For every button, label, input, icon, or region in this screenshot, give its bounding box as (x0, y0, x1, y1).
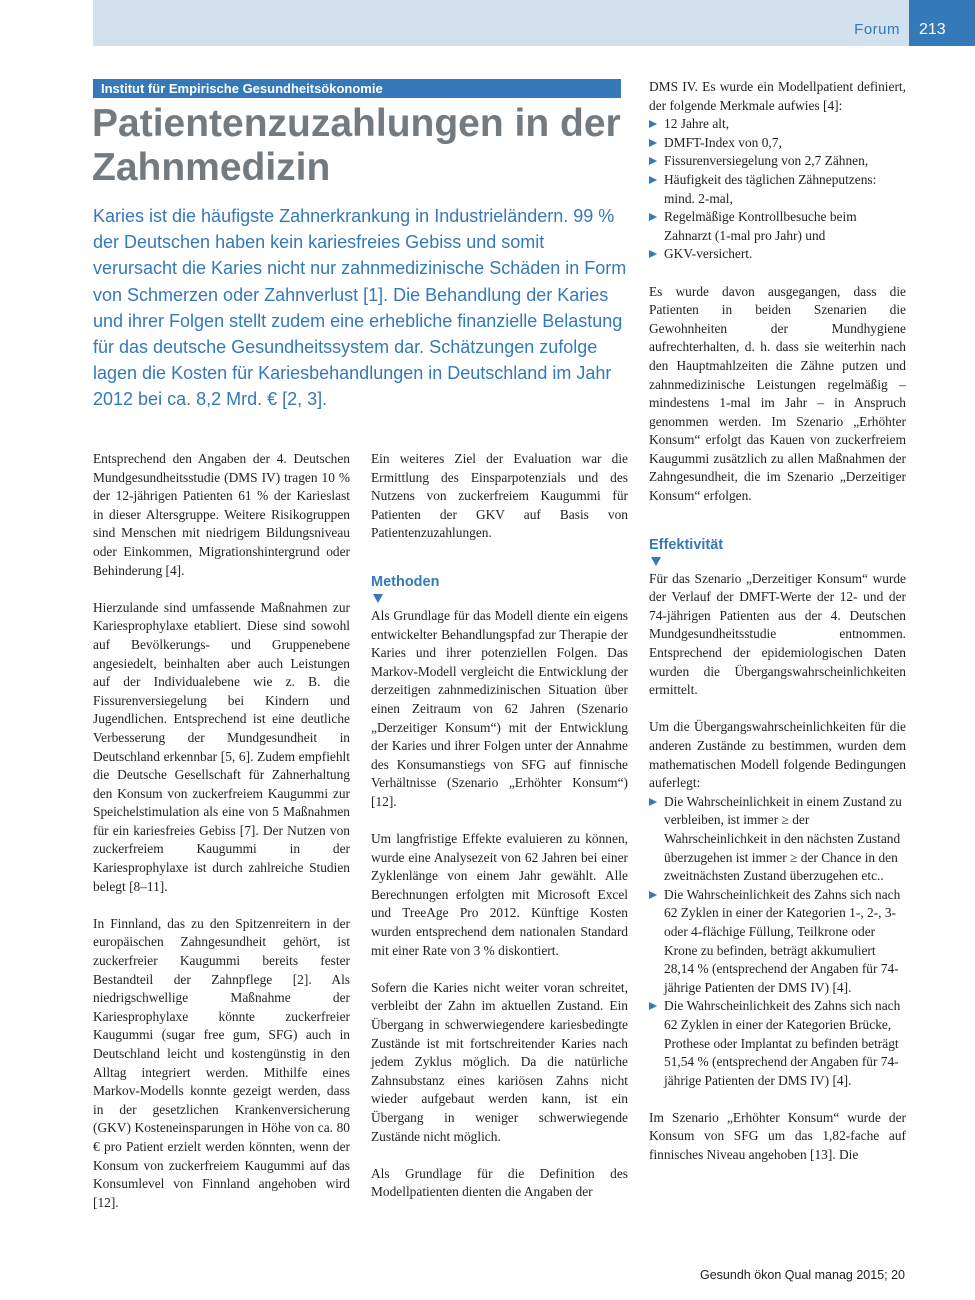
page-header-bar (93, 0, 975, 46)
list-item: Regelmäßige Kontrollbesuche beim Zahnarzt (1-mal pro Jahr) und (649, 208, 906, 245)
patient-feature-list (649, 115, 906, 264)
effectivity-heading: Effektivität (649, 536, 724, 553)
paragraph: Um die Übergangswahrscheinlichkeiten für die anderen Zustände zu bestimmen, wurden dem mathematischen Modell folgende Bedingungen auferlegt: (649, 719, 906, 791)
bullet-icon (649, 250, 657, 258)
title-line-1: Patientenzuzahlungen in der (92, 102, 621, 145)
section-arrow-icon (373, 594, 383, 603)
institute-banner: Institut für Empirische Gesundheitsökonomie (93, 79, 621, 98)
list-item: 12 Jahre alt, (649, 115, 906, 134)
title-line-2: Zahnmedizin (92, 146, 331, 189)
list-item: Fissurenversiegelung von 2,7 Zähnen, (649, 152, 906, 171)
article-title (92, 102, 632, 190)
bullet-icon (649, 120, 657, 128)
paragraph: Entsprechend den Angaben der 4. Deutschen Mundgesundheitsstudie (DMS IV) tragen 10 % der 12-jährigen Patienten 61 % der Karieslast in dieser Altersgruppe. Weitere Risikogruppen sind Menschen mit niedrigem Bildungsniveau oder Einkommen, Migrationshintergrund oder Behinderung [4]. (93, 451, 350, 578)
paragraph: Ein weiteres Ziel der Evaluation war die Ermittlung des Einsparpotenzials und des Nutzens von zuckerfreiem Kaugummi für Patienten der GKV auf Basis von Patientenzuzahlungen. (371, 451, 628, 541)
paragraph: Als Grundlage für das Modell diente ein eigens entwickelter Behandlungspfad zur Therapie der Karies und ihrer potenziellen Folgen. Das Markov-Modell vergleicht die Entwicklung der derzeitigen zahnmedizinischen Situation über einen Zeitraum von 62 Jahren (Szenario „Derzeitiger Konsum“) mit der Entwicklung der Karies und ihrer Folgen unter der Annahme des Konsumanstiegs von SFG auf finnische Verhältnisse (Szenario „Erhöhter Konsum“) [12]. (371, 607, 628, 809)
paragraph: Es wurde davon ausgegangen, dass die Patienten in beiden Szenarien die Gewohnheiten der Mundhygiene aufrechterhalten, d. h. dass sie weiterhin nach den Hauptmahlzeiten die Zähne putzen und zahnmedizinische Leistungen regelmäßig – mindestens 1-mal im Jahr – in Anspruch genommen werden. Im Szenario „Erhöhter Konsum“ erfolgt das Kauen von zuckerfreiem Kaugummi zusätzlich zu allen Maßnahmen der Zahngesundheit, die im Szenario „Derzeitiger Konsum“ erfolgen. (649, 283, 906, 504)
paragraph: DMS IV. Es wurde ein Modellpatient definiert, der folgende Merkmale aufwies [4]: (649, 79, 906, 113)
paragraph: Im Szenario „Erhöhter Konsum“ wurde der Konsum von SFG um das 1,82-fache auf finnisches Niveau angehoben [13]. Die (649, 1109, 906, 1163)
paragraph: Hierzulande sind umfassende Maßnahmen zur Kariesprophylaxe etabliert. Diese sind sowohl auf Bevölkerungs- und Gruppenebene angesiedelt, beinhalten aber auch Leistungen auf der Individualebene wie z. B. die Fissurenversiegelung bei Kindern und Jugendlichen. Entsprechend ist eine deutliche Verbesserung der Mundgesundheit in Deutschland erkennbar [5, 6]. Zudem empfiehlt die Deutsche Gesellschaft für Zahnerhaltung den Konsum von zuckerfreiem Kaugummi zur Speichelstimulation als eine von 5 Maßnahmen für ein kariesfreies Gebiss [7]. Der Nutzen von zuckerfreiem Kaugummi in der Kariesprophylaxe ist durch zahlreiche Studien belegt [8–11]. (93, 599, 350, 894)
journal-citation: Gesundh ökon Qual manag 2015; 20 (699, 1268, 905, 1282)
list-item: Häufigkeit des täglichen Zähneputzens: mind. 2-mal, (649, 171, 906, 208)
bullet-icon (649, 1002, 657, 1010)
bullet-icon (649, 176, 657, 184)
list-item: Die Wahrscheinlichkeit in einem Zustand zu verbleiben, ist immer ≥ der Wahrscheinlichkeit in den nächsten Zustand überzugehen ist immer ≥ der Chance in den zweitnächsten Zustand überzugehen etc.. (649, 793, 906, 886)
list-item: DMFT-Index von 0,7, (649, 134, 906, 153)
page-number: 213 (909, 0, 975, 46)
paragraph: In Finnland, das zu den Spitzenreitern in der europäischen Zahngesundheit gehört, ist zuckerfreier Kaugummi bereits fester Bestandteil der Zahnpflege [2]. Als niedrigschwellige Maßnahme der Kariesprophylaxe könnte zuckerfreier Kaugummi (sugar free gum, SFG) auch in Deutschland leicht und kostengünstig in den Alltag integriert werden. Mithilfe eines Markov-Modells konnte gezeigt werden, dass in der gesetzlichen Krankenversicherung (GKV) Kosteneinsparungen in Höhe von ca. 80 € pro Patient erzielt werden könnten, wenn der Konsum von zuckerfreiem Kaugummi auf das Konsumlevel von Finnland angehoben wird [12]. (93, 915, 350, 1210)
bullet-icon (649, 891, 657, 899)
paragraph: Als Grundlage für die Definition des Modellpatienten dienten die Angaben der (371, 1165, 628, 1200)
bullet-icon (649, 139, 657, 147)
text-column-1 (93, 450, 350, 1231)
paragraph: Sofern die Karies nicht weiter voran schreitet, verbleibt der Zahn im aktuellen Zustand. Ein Übergang in schwerwiegendere kariesbedingte Zustände ist mit fortschreitender Karies nach jedem Zyklus möglich. Da die natürliche Zahnsubstanz eines kariösen Zahns nicht wieder aufgebaut werden kann, ist ein Übergang in weniger schwerwiegende Zustände nicht möglich. (371, 979, 628, 1144)
methods-heading: Methoden (371, 573, 440, 590)
paragraph: Für das Szenario „Derzeitiger Konsum“ wurde der Verlauf der DMFT-Werte der 12- und der 74-jährigen Patienten aus der 4. Deutschen Mundgesundheitsstudie entnommen. Entsprechend der epidemiologischen Daten wurden die Übergangswahrscheinlichkeiten ermittelt. (649, 570, 906, 698)
bullet-icon (649, 213, 657, 221)
list-item: Die Wahrscheinlichkeit des Zahns sich nach 62 Zyklen in einer der Kategorien Brücke, Prothese oder Implantat zu befinden beträgt 51,54 % (entsprechend der Angaben für 74-jährige Patienten der DMS IV) [4]. (649, 997, 906, 1090)
section-label: Forum (854, 21, 900, 38)
list-item: GKV-versichert. (649, 245, 906, 264)
paragraph: Um langfristige Effekte evaluieren zu können, wurde eine Analysezeit von 62 Jahren bei einer Zyklenlänge von einem Jahr gewählt. Alle Berechnungen erfolgten mit Microsoft Excel und TreeAge Pro 2012. Künftige Kosten wurden entsprechend dem nationalen Standard mit einer Rate von 3 % diskontiert. (371, 831, 628, 958)
section-arrow-icon (651, 557, 661, 566)
list-item: Die Wahrscheinlichkeit des Zahns sich nach 62 Zyklen in einer der Kategorien 1-, 2-, 3- oder 4-flächige Füllung, Teilkrone oder Krone zu befinden, beträgt akkumuliert 28,14 % (entsprechend der Angaben für 74-jährige Patienten der DMS IV) [4]. (649, 886, 906, 998)
text-column-2 (371, 450, 628, 1221)
model-conditions-list (649, 793, 906, 1091)
text-column-3 (649, 78, 906, 1183)
bullet-icon (649, 798, 657, 806)
article-lead: Karies ist die häufigste Zahnerkrankung in Industrieländern. 99 % der Deutschen haben kein kariesfreies Gebiss und somit verursacht die Karies nicht nur zahnmedizinische Schäden in Form von Schmerzen oder Zahnverlust [1]. Die Behandlung der Karies und ihrer Folgen stellt zudem eine erhebliche finanzielle Belastung für das deutsche Gesundheitssystem dar. Schätzungen zufolge lagen die Kosten für Kariesbehandlungen in Deutschland im Jahr 2012 bei ca. 8,2 Mrd. € [2, 3]. (93, 206, 627, 410)
bullet-icon (649, 157, 657, 165)
